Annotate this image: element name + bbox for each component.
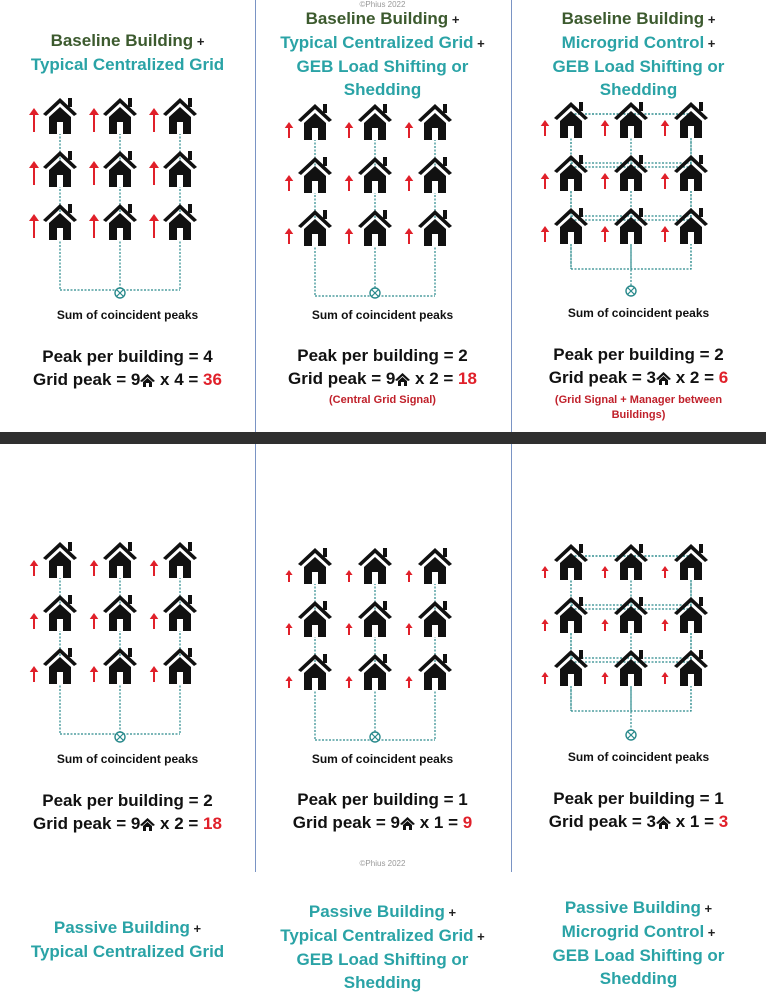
up-arrow-icon [30,560,39,576]
house-icon [358,104,392,140]
up-arrow-icon [285,228,294,244]
grid-node-icon [370,288,380,298]
house-icon [614,102,648,138]
plus-sign: + [704,12,716,27]
grid-peak-result: 36 [203,370,222,389]
up-arrow-icon [150,560,159,576]
grid-peak [0,812,255,835]
title-text: Microgrid Control [561,922,705,941]
up-arrow-icon [541,619,548,631]
up-arrow-icon [541,120,550,136]
peak-stats [511,787,766,833]
title-text: Passive Building [564,898,701,917]
title-text: GEB Load Shifting or [296,57,469,76]
grid-node-icon [115,288,125,298]
sum-label: Sum of coincident peaks [567,750,710,764]
title-text: GEB Load Shifting or [552,57,725,76]
peak-stats [0,345,255,391]
row-divider [0,432,766,444]
house-icon [614,544,648,580]
sum-label: Sum of coincident peaks [56,752,199,766]
scenario-title [511,896,766,990]
house-icon [298,210,332,246]
house-icon [418,654,452,690]
up-arrow-icon [661,226,670,242]
grid-note-line: Buildings) [611,409,666,421]
grid-node-icon [115,732,125,742]
copyright: ©Phius 2022 [359,859,406,868]
up-arrow-icon [601,226,610,242]
house-icon [103,98,137,134]
house-icon [554,544,588,580]
grid-peak [511,810,766,833]
house-icon [163,204,197,240]
title-text: Baseline Building [305,9,449,28]
title-line [255,948,510,971]
house-icon [298,104,332,140]
title-text: GEB Load Shifting or [296,950,469,969]
up-arrow-icon [541,566,548,578]
title-text: Shedding [599,80,678,99]
grid-peak-prefix: Grid peak = 9 [33,814,141,833]
up-arrow-icon [661,173,670,189]
house-icon [103,648,137,684]
house-icon [163,595,197,631]
grid-peak-factor: x 4 = [155,370,204,389]
grid-note [255,393,510,408]
up-arrow-icon [29,108,39,132]
scenario-panel [0,444,255,961]
house-icon [43,595,77,631]
grid-note-line: (Central Grid Signal) [329,394,436,406]
up-arrow-icon [405,122,414,138]
grid-peak [511,366,766,389]
grid-note-line: (Grid Signal + Manager between [554,394,723,406]
up-arrow-icon [345,676,352,688]
plus-sign: + [473,929,485,944]
title-line [255,971,510,994]
up-arrow-icon [601,566,608,578]
house-icon [103,204,137,240]
title-text: Typical Centralized Grid [280,33,474,52]
peak-stats [255,788,510,834]
title-text: Typical Centralized Grid [280,926,474,945]
house-icon [418,210,452,246]
title-line [511,896,766,920]
up-arrow-icon [285,623,292,635]
house-icon [163,648,197,684]
scenario-title [255,900,510,994]
panel-divider [255,0,256,432]
grid-peak-factor: x 1 = [671,812,719,831]
up-arrow-icon [89,161,99,185]
grid-peak-result: 9 [462,813,473,832]
house-icon [418,157,452,193]
house-icon [43,648,77,684]
title-line [511,944,766,967]
title-line [0,940,255,963]
grid-peak-result: 6 [718,368,729,387]
peak-stats [0,789,255,835]
peak-stats [255,344,510,390]
up-arrow-icon [541,672,548,684]
house-icon [358,157,392,193]
title-line [255,924,510,948]
up-arrow-icon [661,120,670,136]
up-arrow-icon [285,570,292,582]
up-arrow-icon [345,623,352,635]
house-icon [140,818,155,831]
house-icon [43,151,77,187]
up-arrow-icon [30,666,39,682]
grid-peak-factor: x 2 = [671,368,719,387]
grid-peak [255,811,510,834]
grid-peak-factor: x 1 = [415,813,463,832]
up-arrow-icon [30,613,39,629]
scenario-panel [511,444,766,988]
house-icon [43,204,77,240]
grid-peak-prefix: Grid peak = 9 [33,370,141,389]
house-icon [298,157,332,193]
house-icon [358,654,392,690]
peak-per-building: Peak per building = 4 [42,347,213,366]
plus-sign: + [193,34,205,49]
up-arrow-icon [601,120,610,136]
up-arrow-icon [661,619,668,631]
grid-peak-result: 18 [458,369,477,388]
house-icon [395,373,410,386]
up-arrow-icon [90,560,99,576]
up-arrow-icon [149,108,159,132]
up-arrow-icon [541,173,550,189]
peak-stats [511,343,766,389]
grid-peak-prefix: Grid peak = 3 [548,368,657,387]
up-arrow-icon [541,226,550,242]
grid-peak [0,368,255,391]
up-arrow-icon [345,228,354,244]
up-arrow-icon [89,108,99,132]
house-icon [103,595,137,631]
scenario-panel [255,444,510,992]
title-text: Baseline Building [50,31,194,50]
title-text: Shedding [599,969,678,988]
grid-peak-factor: x 2 = [410,369,459,388]
house-icon [418,104,452,140]
house-icon [298,654,332,690]
grid-peak [255,367,510,390]
up-arrow-icon [89,214,99,238]
grid-node-icon [626,730,636,740]
plus-sign: + [189,921,202,936]
grid-note [511,393,766,423]
house-icon [400,817,415,830]
title-text: Microgrid Control [561,33,705,52]
grid-peak-prefix: Grid peak = 3 [548,812,657,831]
house-icon [418,548,452,584]
house-icon [358,210,392,246]
up-arrow-icon [90,613,99,629]
house-icon [163,151,197,187]
peak-per-building: Peak per building = 2 [42,791,213,810]
copyright: ©Phius 2022 [359,0,406,9]
peak-per-building: Peak per building = 2 [297,346,468,365]
plus-sign: + [704,925,716,940]
plus-sign: + [473,36,485,51]
title-text: Passive Building [308,902,445,921]
up-arrow-icon [661,672,668,684]
title-text: Typical Centralized Grid [30,942,225,961]
up-arrow-icon [405,228,414,244]
peak-per-building: Peak per building = 1 [553,789,724,808]
house-icon [163,98,197,134]
up-arrow-icon [90,666,99,682]
house-icon [554,102,588,138]
up-arrow-icon [405,570,412,582]
title-line [511,920,766,944]
title-line [255,900,510,924]
up-arrow-icon [601,173,610,189]
house-icon [674,544,708,580]
grid-peak-factor: x 2 = [155,814,204,833]
house-icon [418,601,452,637]
up-arrow-icon [345,122,354,138]
scenario-panel [0,0,255,432]
up-arrow-icon [149,161,159,185]
panel-divider [511,444,512,872]
sum-label: Sum of coincident peaks [567,306,710,320]
sum-label: Sum of coincident peaks [311,308,454,322]
grid-peak-result: 18 [203,814,222,833]
title-text: Baseline Building [561,9,705,28]
sum-label: Sum of coincident peaks [56,308,199,322]
plus-sign: + [704,36,716,51]
house-icon [656,372,671,385]
grid-peak-prefix: Grid peak = 9 [288,369,396,388]
peak-per-building: Peak per building = 1 [297,790,468,809]
title-text: Typical Centralized Grid [30,55,225,74]
scenario-panel [255,0,510,432]
grid-peak-prefix: Grid peak = 9 [292,813,401,832]
title-line [0,916,255,940]
up-arrow-icon [405,175,414,191]
grid-peak-result: 3 [718,812,729,831]
house-icon [163,542,197,578]
scenario-panel [511,0,766,432]
plus-sign: + [444,905,457,920]
up-arrow-icon [601,619,608,631]
up-arrow-icon [285,122,294,138]
up-arrow-icon [661,566,668,578]
grid-node-icon [626,286,636,296]
house-icon [674,102,708,138]
house-icon [656,816,671,829]
house-icon [140,374,155,387]
title-text: GEB Load Shifting or [552,946,725,965]
grid-node-icon [370,732,380,742]
house-icon [358,548,392,584]
scenario-title [0,916,255,963]
house-icon [43,98,77,134]
up-arrow-icon [150,613,159,629]
house-icon [103,542,137,578]
up-arrow-icon [405,623,412,635]
plus-sign: + [700,901,713,916]
sum-label: Sum of coincident peaks [311,752,454,766]
up-arrow-icon [29,161,39,185]
up-arrow-icon [601,672,608,684]
up-arrow-icon [345,570,352,582]
up-arrow-icon [285,175,294,191]
title-text: Passive Building [53,918,190,937]
panel-divider [511,0,512,432]
up-arrow-icon [149,214,159,238]
house-icon [103,151,137,187]
up-arrow-icon [150,666,159,682]
house-icon [43,542,77,578]
title-text: Shedding [343,80,422,99]
title-line [511,967,766,990]
plus-sign: + [448,12,460,27]
panel-divider [255,444,256,872]
house-icon [298,601,332,637]
up-arrow-icon [29,214,39,238]
peak-per-building: Peak per building = 2 [553,345,724,364]
title-text: Shedding [343,973,422,992]
up-arrow-icon [405,676,412,688]
house-icon [358,601,392,637]
up-arrow-icon [285,676,292,688]
house-icon [298,548,332,584]
up-arrow-icon [345,175,354,191]
